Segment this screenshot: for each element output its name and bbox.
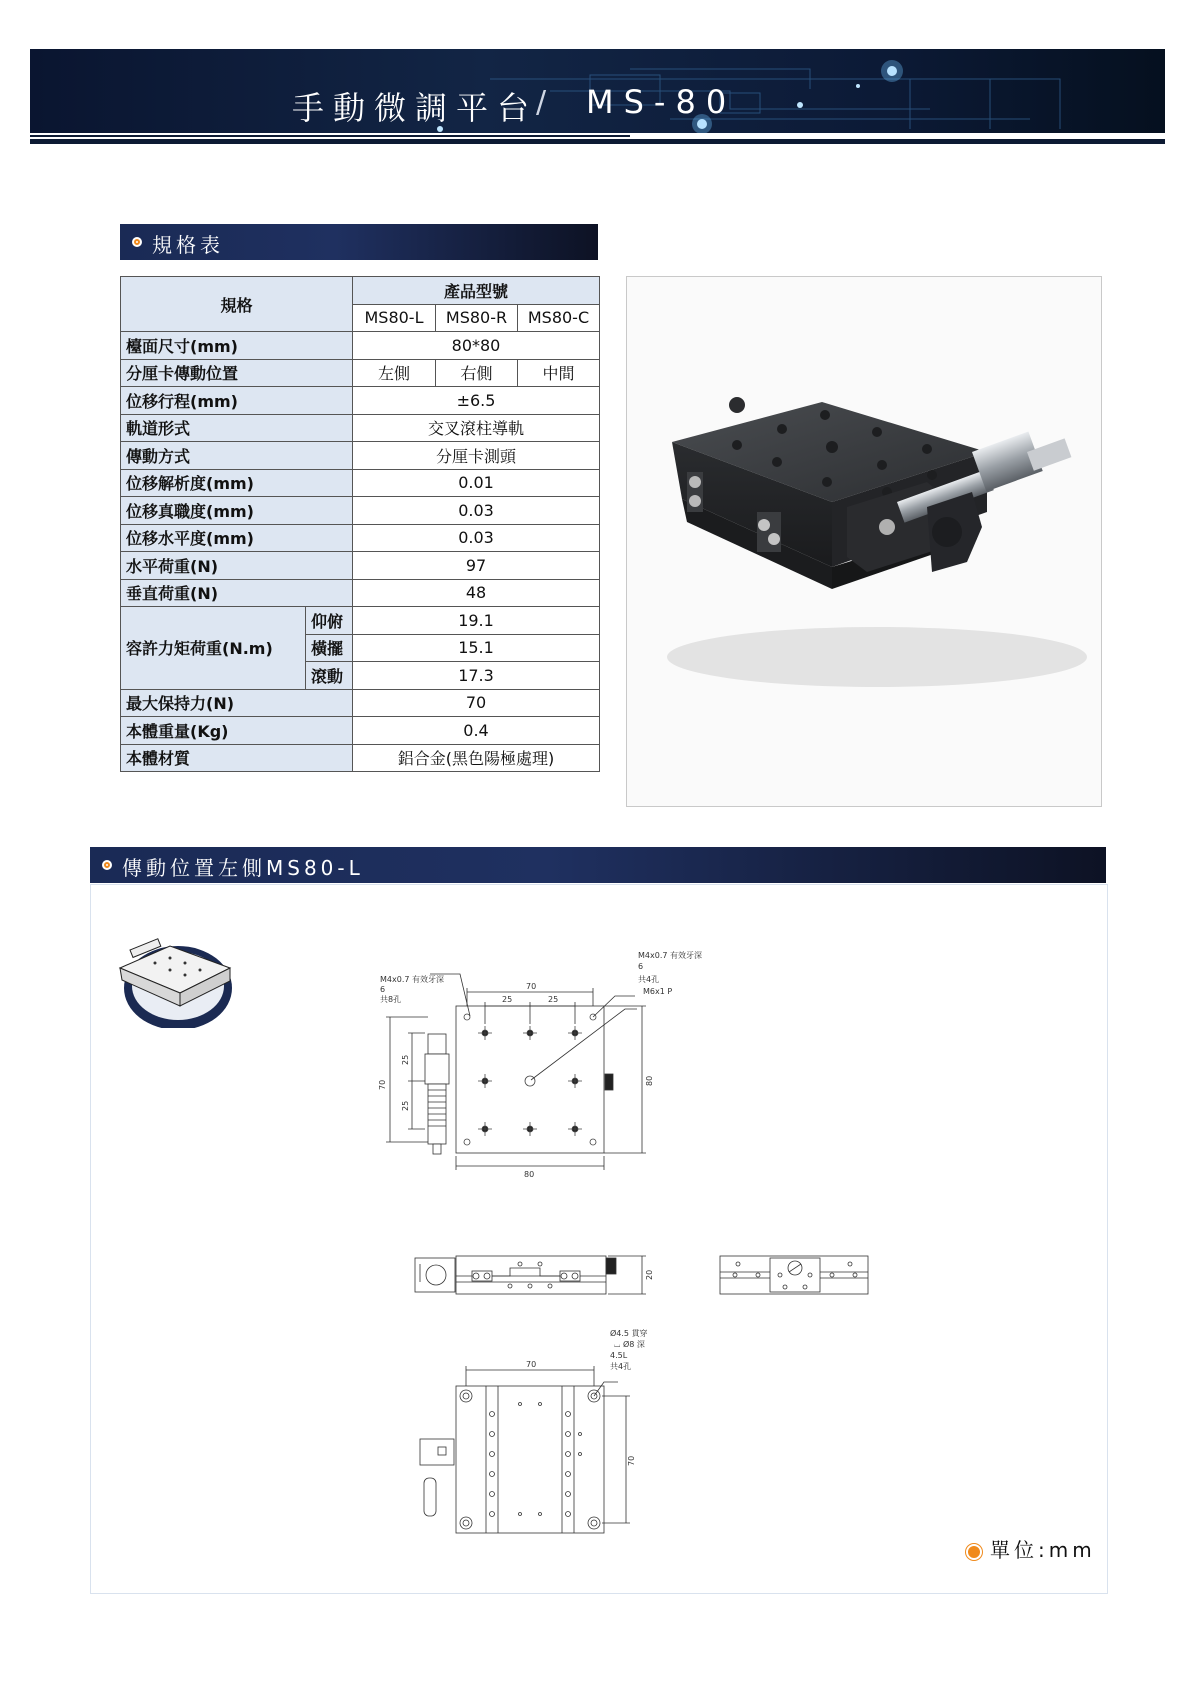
table-row — [121, 552, 600, 580]
side-view — [415, 1256, 654, 1294]
table-row — [121, 497, 600, 525]
spec-heading-text: 規格表 — [152, 233, 224, 257]
table-row — [121, 689, 600, 717]
dim-right-80: 80 — [645, 1075, 654, 1086]
row-label: 最大保持力(N) — [121, 689, 353, 717]
spec-table — [120, 276, 600, 772]
dim-pitch-a: 25 — [502, 995, 513, 1004]
model-cell-c: MS80-C — [518, 304, 600, 332]
bullet-icon — [966, 1544, 982, 1560]
header-rule-thick — [30, 139, 1165, 144]
drawing-heading-text: 傳動位置左側MS80-L — [122, 856, 364, 880]
row-label: 檯面尺寸(mm) — [121, 332, 353, 360]
model-title: MS-80 — [586, 83, 737, 121]
row-value: 19.1 — [353, 607, 600, 635]
bottom-note-3: 4.5L — [610, 1351, 628, 1360]
unit-label — [966, 1534, 1096, 1563]
row-label: 位移水平度(mm) — [121, 524, 353, 552]
model-cell-l: MS80-L — [353, 304, 436, 332]
spec-section-heading — [120, 224, 598, 260]
dim-v-a: 25 — [401, 1054, 410, 1065]
row-value: 97 — [353, 552, 600, 580]
page-title: 手動微調平台 — [292, 89, 539, 127]
row-value: 0.4 — [353, 717, 600, 745]
table-row — [121, 414, 600, 442]
model-cell-r: MS80-R — [436, 304, 518, 332]
row-label: 分厘卡傳動位置 — [121, 359, 353, 387]
row-value: 0.03 — [353, 524, 600, 552]
dim-bottom-70w: 70 — [526, 1360, 537, 1369]
row-label: 本體重量(Kg) — [121, 717, 353, 745]
dim-pitch-b: 25 — [548, 995, 559, 1004]
dim-left-70: 70 — [378, 1079, 387, 1090]
row-label: 傳動方式 — [121, 442, 353, 470]
row-value: ±6.5 — [353, 387, 600, 415]
row-label: 軌道形式 — [121, 414, 353, 442]
row-value: 分厘卡測頭 — [353, 442, 600, 470]
row-label: 容許力矩荷重(N.m) — [121, 607, 306, 690]
table-row — [121, 387, 600, 415]
note-left-2: 6 — [380, 985, 386, 994]
bullet-icon — [132, 237, 142, 247]
bottom-view — [420, 1328, 648, 1533]
row-value: 0.01 — [353, 469, 600, 497]
row-label: 水平荷重(N) — [121, 552, 353, 580]
row-label: 位移行程(mm) — [121, 387, 353, 415]
dim-bottom-80: 80 — [524, 1170, 535, 1179]
row-value: 17.3 — [353, 662, 600, 690]
unit-text: 單位:mm — [990, 1538, 1096, 1562]
model-group-header: 產品型號 — [353, 277, 600, 305]
title-separator: / — [536, 85, 547, 120]
table-row — [121, 469, 600, 497]
table-row — [121, 442, 600, 470]
header-rule-thin — [30, 135, 630, 137]
table-row — [121, 359, 600, 387]
sub-label: 仰俯 — [306, 607, 353, 635]
header-banner — [30, 49, 1165, 133]
drawing-section-heading — [90, 847, 1106, 883]
note-left-3: 共8孔 — [380, 995, 402, 1004]
table-row — [121, 717, 600, 745]
note-right-3: 共4孔 — [638, 975, 660, 984]
note-left-1: M4x0.7 有效牙深 — [380, 975, 444, 984]
row-value: 80*80 — [353, 332, 600, 360]
row-value: 0.03 — [353, 497, 600, 525]
spec-label-cell: 規格 — [121, 277, 353, 332]
bottom-note-2: ⌴ Ø8 深 — [614, 1340, 645, 1349]
row-value: 左側 — [353, 359, 436, 387]
dim-side-20: 20 — [645, 1269, 654, 1280]
bullet-icon — [102, 860, 112, 870]
table-row — [121, 277, 600, 305]
row-label: 位移解析度(mm) — [121, 469, 353, 497]
table-row — [121, 579, 600, 607]
bottom-note-4: 共4孔 — [610, 1362, 632, 1371]
row-value: 中間 — [518, 359, 600, 387]
row-value: 交叉滾柱導軌 — [353, 414, 600, 442]
row-value: 鋁合金(黑色陽極處理) — [353, 744, 600, 772]
table-row — [121, 744, 600, 772]
note-right-1: M4x0.7 有效牙深 — [638, 951, 702, 960]
dim-v-b: 25 — [401, 1100, 410, 1111]
note-right-2: 6 — [638, 962, 644, 971]
technical-drawings — [90, 884, 1106, 1592]
row-label: 位移真職度(mm) — [121, 497, 353, 525]
note-right-4: M6x1 P — [643, 987, 673, 996]
row-value: 70 — [353, 689, 600, 717]
stage-illustration — [627, 277, 1101, 806]
row-value: 右側 — [436, 359, 518, 387]
sub-label: 橫擺 — [306, 634, 353, 662]
table-row — [121, 332, 600, 360]
row-label: 本體材質 — [121, 744, 353, 772]
dim-bottom-70h: 70 — [627, 1455, 636, 1466]
top-view — [378, 950, 702, 1179]
end-view — [720, 1256, 868, 1294]
row-label: 垂直荷重(N) — [121, 579, 353, 607]
sub-label: 滾動 — [306, 662, 353, 690]
row-value: 15.1 — [353, 634, 600, 662]
table-row — [121, 607, 600, 635]
dim-top-70: 70 — [526, 982, 537, 991]
row-value: 48 — [353, 579, 600, 607]
bottom-note-1: Ø4.5 貫穿 — [610, 1329, 648, 1338]
product-photo — [626, 276, 1102, 807]
table-row — [121, 524, 600, 552]
